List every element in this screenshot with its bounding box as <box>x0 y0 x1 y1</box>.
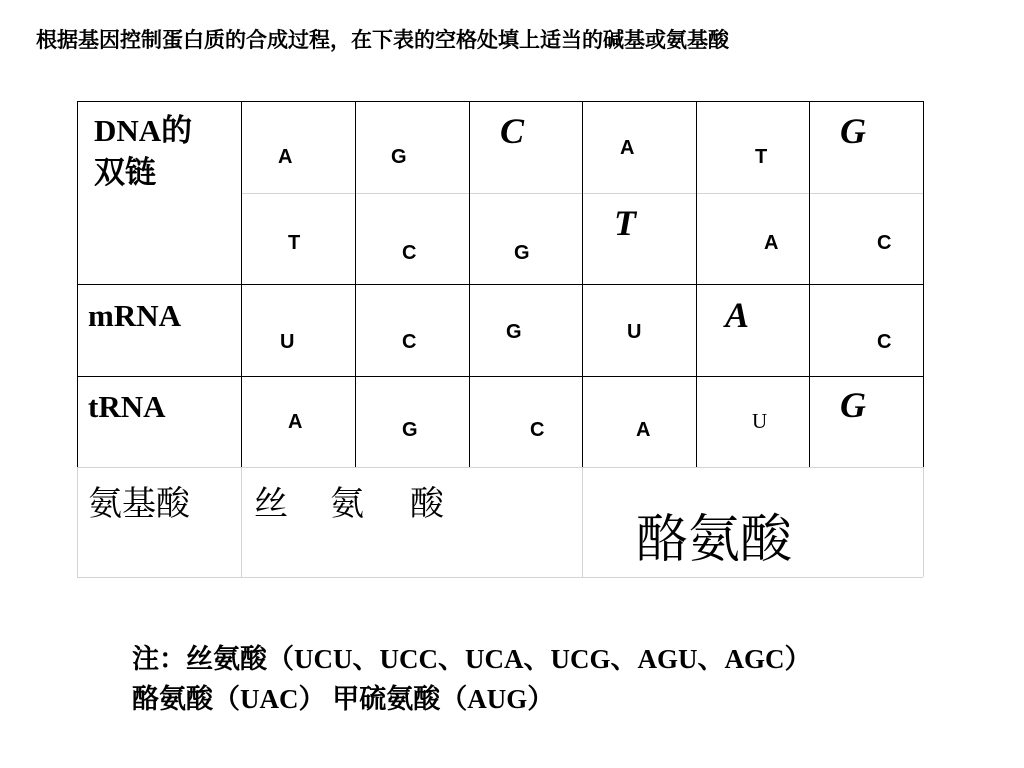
row-header-dna-line1: DNA的 <box>94 113 193 148</box>
table-col-line <box>241 101 242 467</box>
row-header-mrna: mRNA <box>88 298 181 333</box>
page-title: 根据基因控制蛋白质的合成过程，在下表的空格处填上适当的碱基或氨基酸 <box>36 28 729 52</box>
table-border-right <box>923 467 924 577</box>
dna-strand2-base: T <box>614 203 636 243</box>
table-col-line <box>582 467 583 577</box>
row-header-dna-line2: 双链 <box>94 155 156 190</box>
dna-strand2-base: T <box>288 232 301 254</box>
trna-base: C <box>530 419 545 441</box>
mrna-base: G <box>506 321 522 343</box>
dna-strand1-base: C <box>500 111 525 151</box>
dna-strand2-base: A <box>764 232 779 254</box>
trna-base: A <box>636 419 651 441</box>
trna-base: U <box>752 409 768 433</box>
table-border-right <box>923 101 924 467</box>
table-col-line <box>809 101 810 467</box>
table-col-line <box>241 467 242 577</box>
dna-strand1-base: A <box>278 146 293 168</box>
dna-strand1-base: G <box>391 146 407 168</box>
note-line-1: 注：丝氨酸（UCU、UCC、UCA、UCG、AGU、AGC） <box>132 644 812 674</box>
table-col-line <box>355 101 356 467</box>
dna-strand2-base: C <box>402 242 417 264</box>
table-divider-trna <box>77 376 923 377</box>
mrna-base: A <box>725 295 750 335</box>
dna-strand1-base: G <box>840 111 866 151</box>
amino-acid-serine-char: 丝 <box>254 484 288 524</box>
row-header-dna <box>94 110 192 194</box>
trna-base: A <box>288 411 303 433</box>
table-col-line <box>582 101 583 467</box>
table-border-top <box>77 101 923 102</box>
mrna-base: U <box>280 331 295 353</box>
amino-acid-serine-char: 氨 <box>330 484 364 524</box>
dna-strand2-base: G <box>514 242 530 264</box>
row-header-amino-acid: 氨基酸 <box>88 484 190 524</box>
trna-base: G <box>840 385 866 425</box>
table-border-bottom <box>77 577 923 578</box>
table-divider-mrna <box>77 284 923 285</box>
row-header-trna: tRNA <box>88 389 166 424</box>
dna-strand1-base: T <box>755 146 768 168</box>
dna-strand2-base: C <box>877 232 892 254</box>
amino-acid-serine-char: 酸 <box>410 484 444 524</box>
dna-strand1-base: A <box>620 137 635 159</box>
note-line-2: 酪氨酸（UAC） 甲硫氨酸（AUG） <box>132 684 555 714</box>
trna-base: G <box>402 419 418 441</box>
table-divider-amino <box>77 467 923 468</box>
table-col-line <box>469 101 470 467</box>
table-border-left <box>77 101 78 467</box>
mrna-base: U <box>627 321 642 343</box>
amino-acid-tyrosine: 酪氨酸 <box>636 510 793 570</box>
table-col-line <box>696 101 697 467</box>
mrna-base: C <box>402 331 417 353</box>
mrna-base: C <box>877 331 892 353</box>
table-border-left <box>77 467 78 577</box>
